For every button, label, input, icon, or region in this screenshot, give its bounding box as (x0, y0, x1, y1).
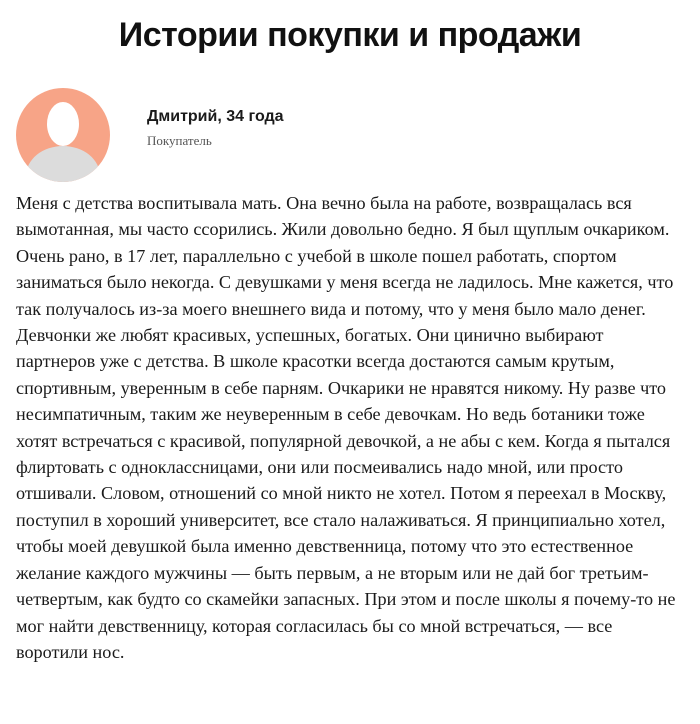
author-role: Покупатель (147, 133, 212, 148)
story-text: Меня с детства воспитывала мать. Она вечно была на работе, возвращалась вся вымотанная, мы часто ссорились. Жили довольно бедно. Я был щуплым очкариком. Очень рано, в 17 лет, параллельно с учебой в школе пошел работать, спортом заниматься было некогда. С девушками у меня всегда не ладилось. Мне кажется, что так получалось из-за моего внешнего вида и потому, что у меня было мало денег. Девчонки же любят красивых, успешных, богатых. Они цинично выбирают партнеров уже с детства. В школе красотки всегда достаются самым крутым, спортивным, уверенным в себе парням. Очкарики не нравятся никому. Ну разве что несимпатичным, таким же неуверенным в себе девочкам. Но ведь ботаники тоже хотят встречаться с красивой, популярной девочкой, а не абы с кем. Когда я пытался флиртовать с одноклассницами, они или посмеивались надо мной, или просто отшивали. Словом, отношений со мной никто не хотел. Потом я переехал в Москву, поступил в хороший университет, все стало налаживаться. Я принципиально хотел, чтобы моей девушкой была именно девственница, потому что это естественное желание каждого мужчины — быть первым, а не вторым или не дай бог третьим-четвертым, как будто со скамейки запасных. При этом и после школы я почему-то не мог найти девственницу, которая согласилась бы со мной встречаться, — все воротили нос. (16, 193, 676, 662)
page-title: Истории покупки и продажи (118, 16, 582, 54)
user-avatar-placeholder-icon (16, 88, 110, 182)
author-name: Дмитрий, 34 года (147, 108, 284, 125)
avatar-head-shape (47, 102, 79, 146)
avatar-shoulders-shape (26, 146, 100, 182)
author-block (16, 88, 676, 184)
